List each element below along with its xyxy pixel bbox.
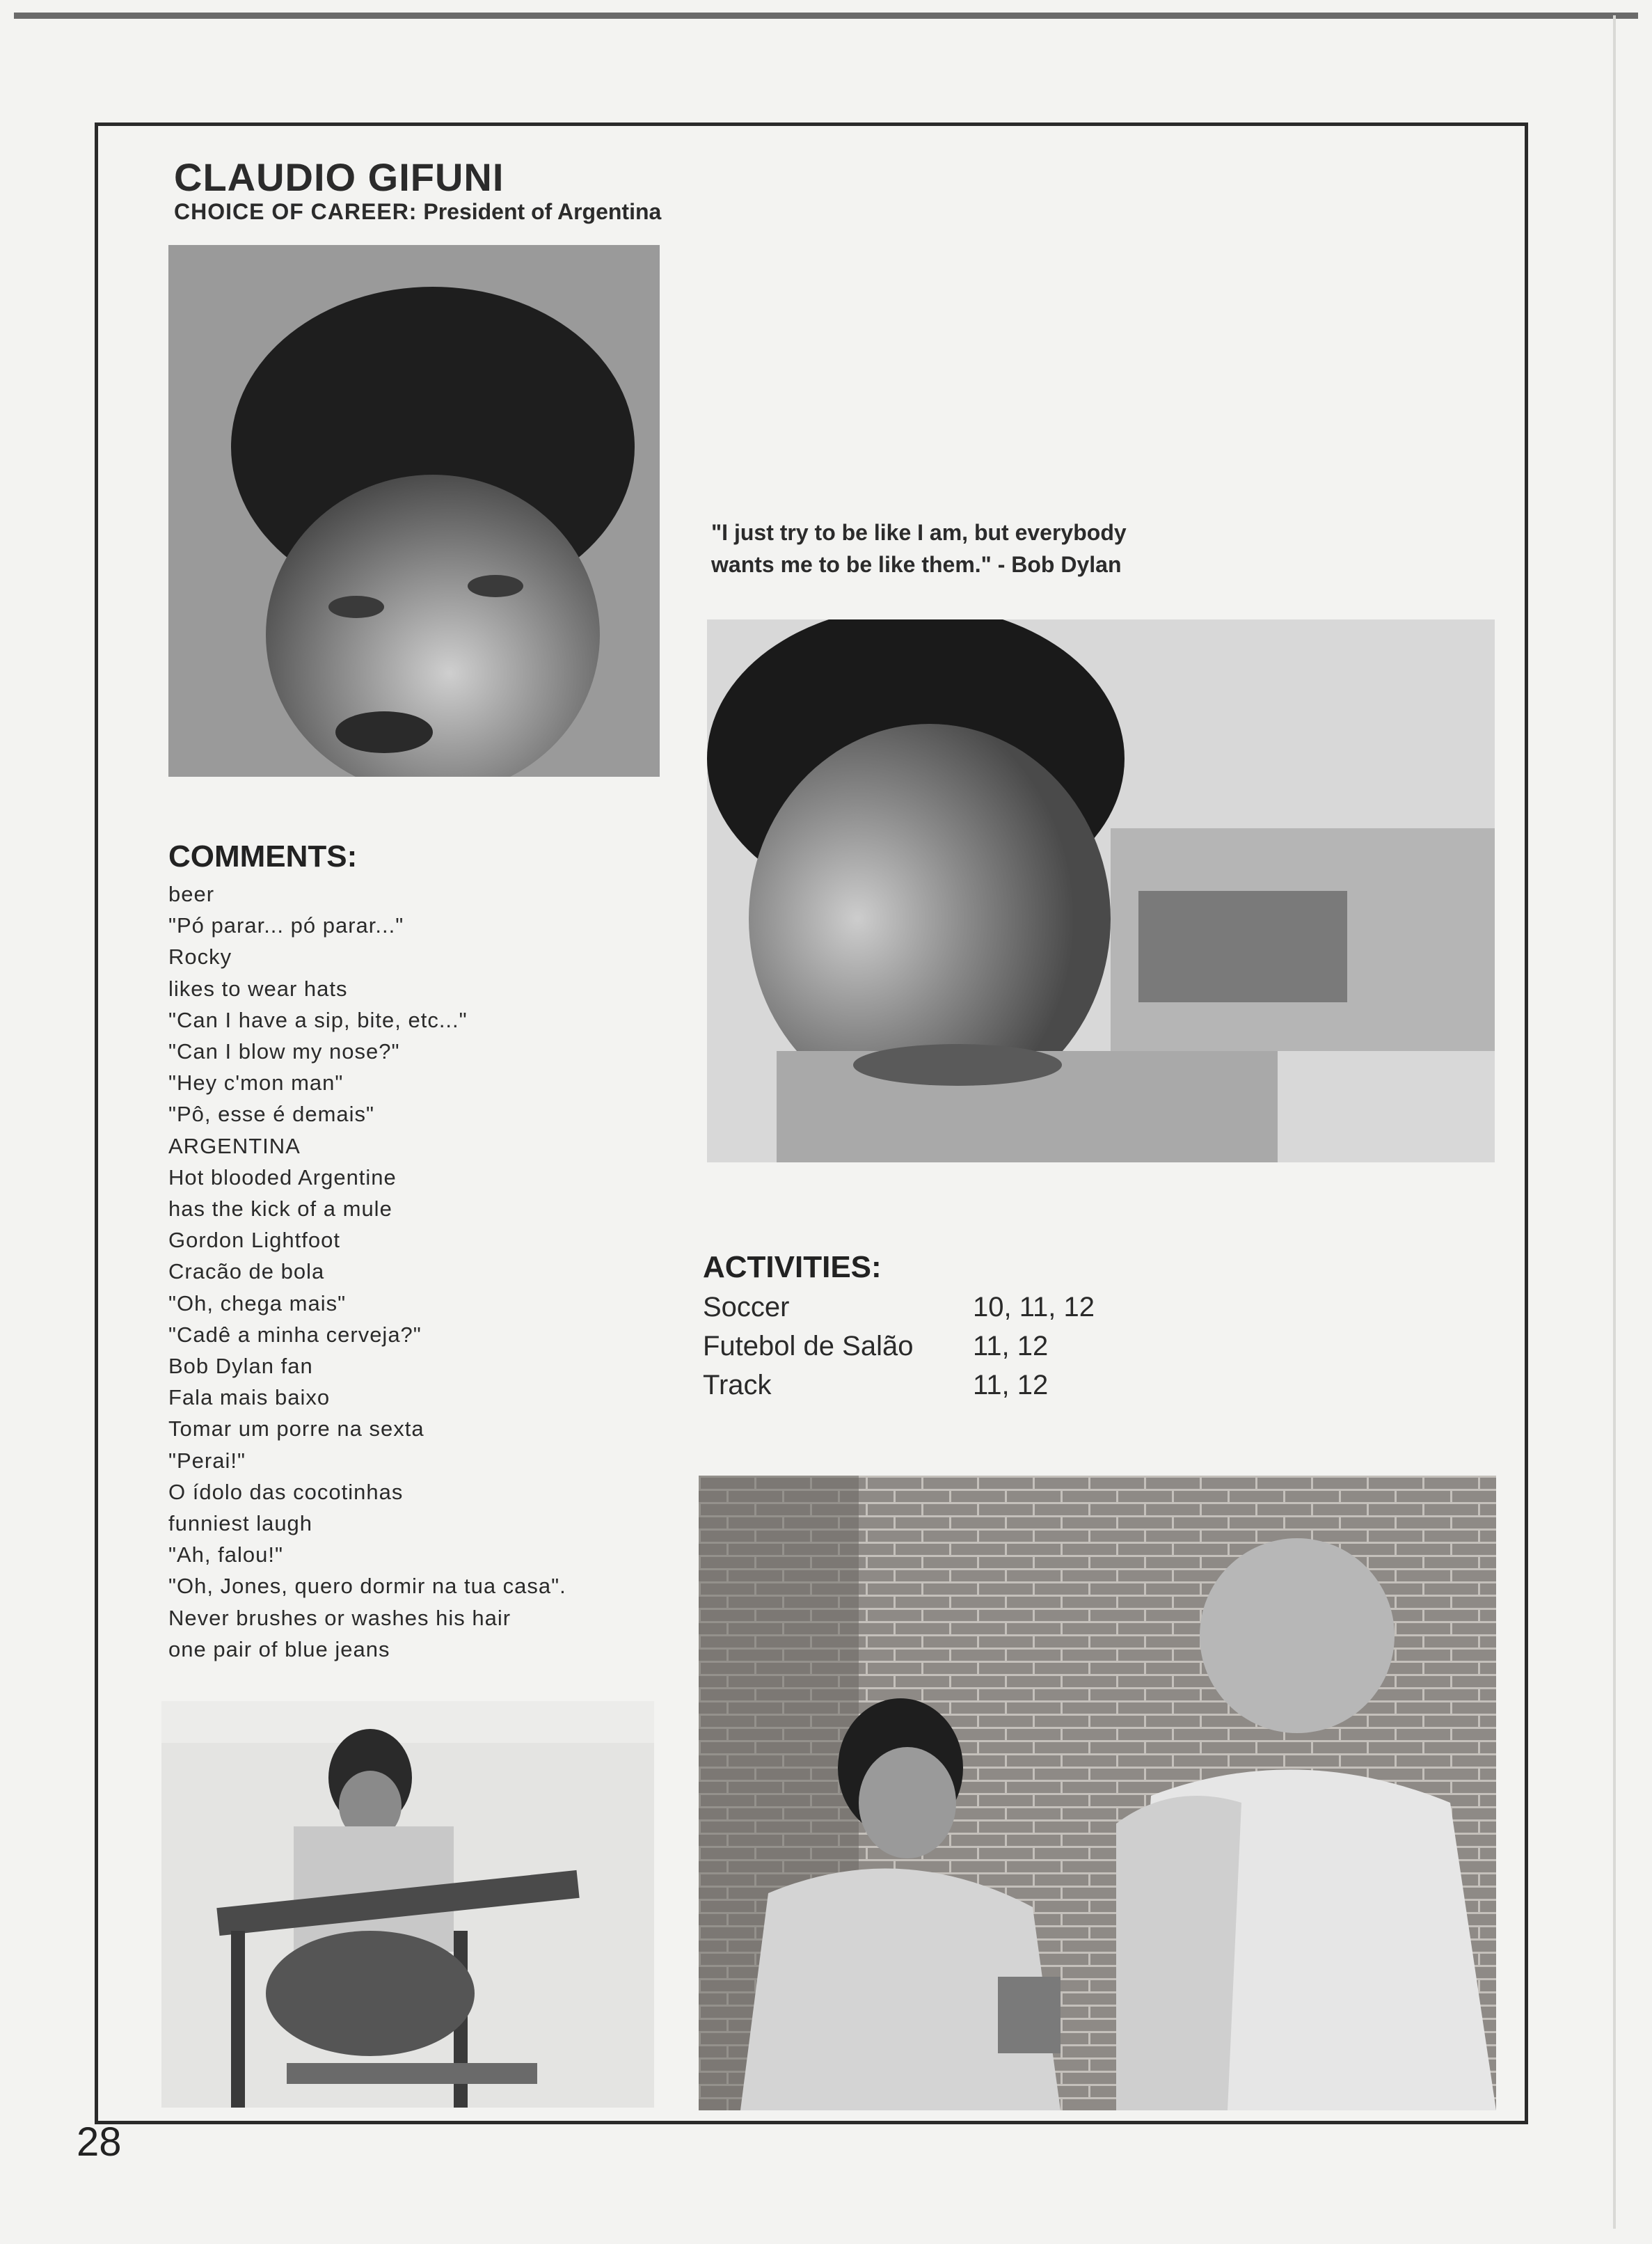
comment-item: "Can I blow my nose?"	[168, 1039, 400, 1064]
career-line	[174, 199, 661, 225]
comment-item: "Oh, Jones, quero dormir na tua casa".	[168, 1574, 566, 1599]
comment-item: "Ah, falou!"	[168, 1542, 283, 1567]
comment-item: funniest laugh	[168, 1511, 313, 1536]
chair-photo	[161, 1701, 654, 2108]
student-name: CLAUDIO GIFUNI	[174, 155, 505, 199]
comment-item: has the kick of a mule	[168, 1196, 392, 1222]
comment-item: Cracão de bola	[168, 1259, 325, 1284]
comment-item: one pair of blue jeans	[168, 1636, 390, 1661]
activity-name: Soccer	[703, 1291, 790, 1322]
activities-heading: ACTIVITIES:	[703, 1250, 882, 1284]
career-value: President of Argentina	[423, 199, 662, 224]
comments-list	[168, 878, 669, 1665]
comment-item: Hot blooded Argentine	[168, 1164, 397, 1190]
comment-item: likes to wear hats	[168, 976, 348, 1001]
comment-item: "Pó parar... pó parar..."	[168, 913, 404, 938]
comment-item: "Pô, esse é demais"	[168, 1102, 375, 1127]
comment-item: "Cadê a minha cerveja?"	[168, 1322, 422, 1347]
comment-item: "Can I have a sip, bite, etc..."	[168, 1007, 468, 1032]
activity-row	[703, 1288, 1095, 1327]
comment-item: O ídolo das cocotinhas	[168, 1479, 404, 1504]
comment-item: Tomar um porre na sexta	[168, 1416, 424, 1441]
career-label: CHOICE OF CAREER:	[174, 199, 418, 224]
activity-name: Track	[703, 1369, 772, 1400]
eating-photo	[707, 619, 1495, 1162]
scan-top-edge	[14, 13, 1638, 19]
comment-item: "Hey c'mon man"	[168, 1070, 344, 1096]
comment-item: beer	[168, 882, 215, 906]
activity-row	[703, 1366, 1095, 1405]
activity-years: 11, 12	[973, 1369, 1049, 1400]
quote	[711, 516, 1240, 580]
comments-heading: COMMENTS:	[168, 839, 358, 874]
comment-item: Fala mais baixo	[168, 1385, 331, 1410]
comment-item: ARGENTINA	[168, 1133, 301, 1158]
scan-right-edge	[1613, 15, 1616, 2229]
comment-item: Bob Dylan fan	[168, 1354, 313, 1379]
comment-item: Never brushes or washes his hair	[168, 1605, 511, 1630]
comment-item: Rocky	[168, 945, 232, 970]
page-number: 28	[77, 2119, 122, 2165]
activity-row	[703, 1327, 1095, 1366]
portrait-photo	[168, 245, 660, 777]
comment-item: "Oh, chega mais"	[168, 1290, 347, 1315]
comment-item: Gordon Lightfoot	[168, 1228, 340, 1253]
quote-line-2: wants me to be like them." - Bob Dylan	[711, 552, 1122, 577]
brick-wall-photo	[699, 1476, 1496, 2110]
quote-line-1: "I just try to be like I am, but everybody	[711, 520, 1127, 545]
activity-years: 10, 11, 12	[973, 1291, 1095, 1322]
activity-years: 11, 12	[973, 1330, 1049, 1361]
comment-item: "Perai!"	[168, 1448, 246, 1473]
activity-name: Futebol de Salão	[703, 1330, 914, 1361]
activities-table	[703, 1288, 1095, 1405]
